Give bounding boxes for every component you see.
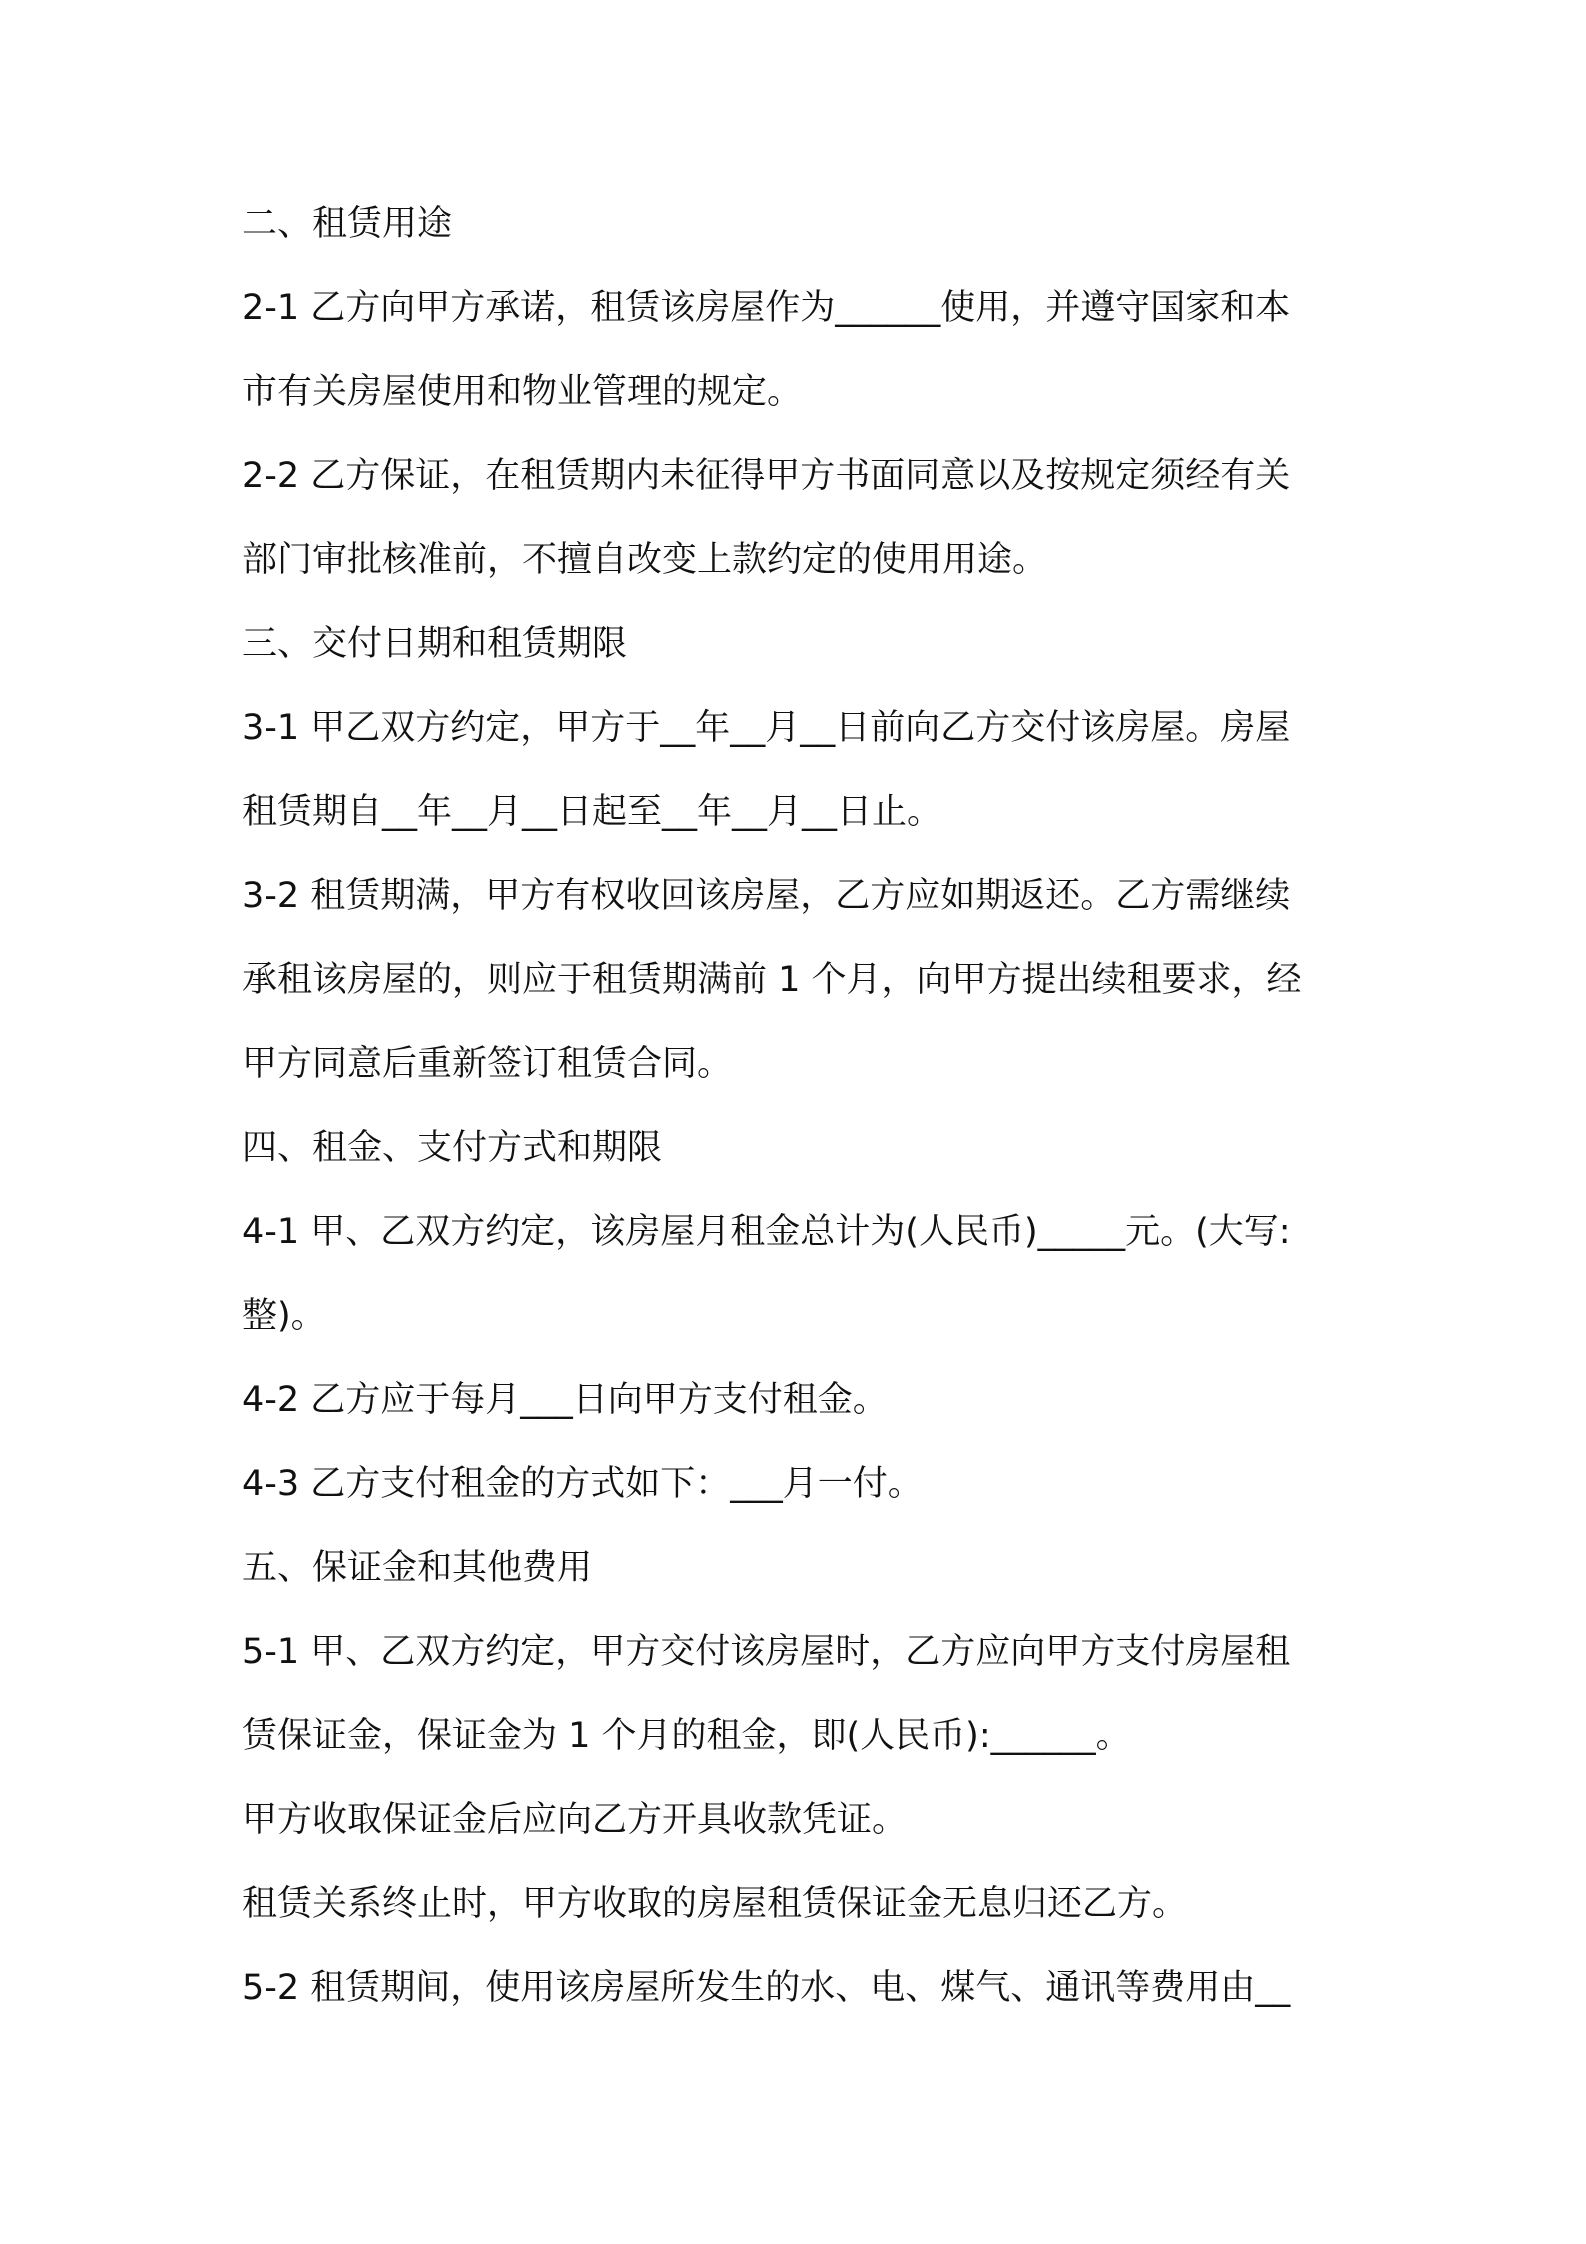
- section-heading-5: 五、保证金和其他费用: [242, 1548, 593, 1588]
- clause-2-2-line-2: 部门审批核准前，不擅自改变上款约定的使用用途。: [242, 540, 1048, 580]
- clause-2-1-line-2: 市有关房屋使用和物业管理的规定。: [242, 372, 803, 412]
- clause-3-1-line-2: 租赁期自__年__月__日起至__年__月__日止。: [242, 792, 943, 832]
- clause-3-2-line-3: 甲方同意后重新签订租赁合同。: [242, 1044, 733, 1084]
- clause-5-1-line-1: 5-1 甲、乙双方约定，甲方交付该房屋时，乙方应向甲方支付房屋租: [242, 1632, 1291, 1672]
- clause-2-1-line-1: 2-1 乙方向甲方承诺，租赁该房屋作为______使用，并遵守国家和本: [242, 288, 1291, 328]
- clause-4-3: 4-3 乙方支付租金的方式如下：___月一付。: [242, 1464, 923, 1504]
- clause-5-2-line-1: 5-2 租赁期间，使用该房屋所发生的水、电、煤气、通讯等费用由__: [242, 1968, 1291, 2008]
- section-heading-3: 三、交付日期和租赁期限: [242, 624, 628, 664]
- clause-3-2-line-1: 3-2 租赁期满，甲方有权收回该房屋，乙方应如期返还。乙方需继续: [242, 876, 1291, 916]
- clause-5-1-line-4: 租赁关系终止时，甲方收取的房屋租赁保证金无息归还乙方。: [242, 1884, 1188, 1924]
- clause-3-2-line-2: 承租该房屋的，则应于租赁期满前 1 个月，向甲方提出续租要求，经: [242, 960, 1302, 1000]
- clause-5-1-line-2: 赁保证金，保证金为 1 个月的租金，即(人民币):______。: [242, 1716, 1131, 1756]
- clause-4-1-line-1: 4-1 甲、乙双方约定，该房屋月租金总计为(人民币)_____元。(大写:: [242, 1212, 1291, 1252]
- clause-5-1-line-3: 甲方收取保证金后应向乙方开具收款凭证。: [242, 1800, 908, 1840]
- section-heading-4: 四、租金、支付方式和期限: [242, 1128, 663, 1168]
- clause-4-2: 4-2 乙方应于每月___日向甲方支付租金。: [242, 1380, 888, 1420]
- section-heading-2: 二、租赁用途: [242, 204, 453, 244]
- clause-2-2-line-1: 2-2 乙方保证，在租赁期内未征得甲方书面同意以及按规定须经有关: [242, 456, 1291, 496]
- clause-4-1-line-2: 整)。: [242, 1296, 326, 1336]
- clause-3-1-line-1: 3-1 甲乙双方约定，甲方于__年__月__日前向乙方交付该房屋。房屋: [242, 708, 1291, 748]
